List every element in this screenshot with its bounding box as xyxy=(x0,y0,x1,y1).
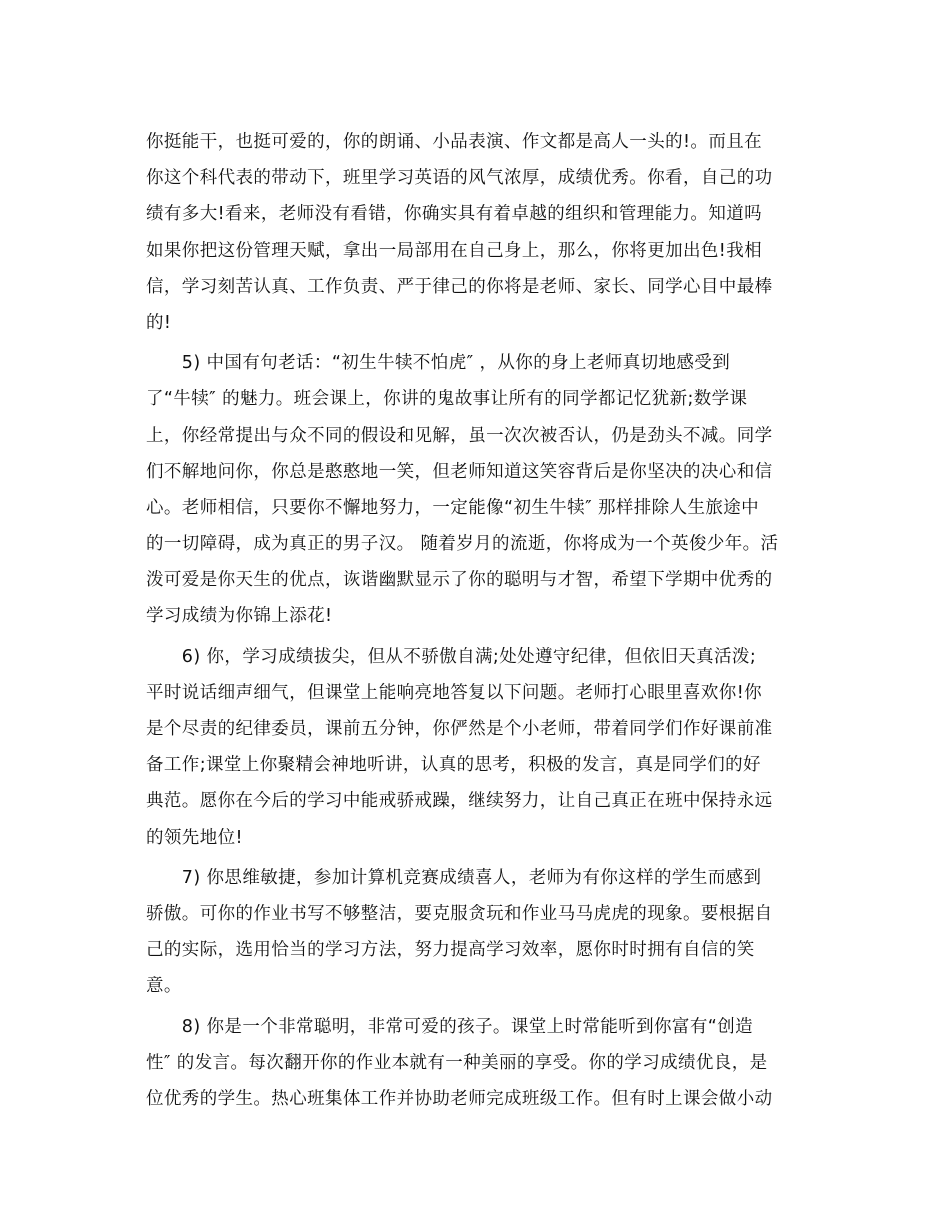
text-line: 心。老师相信，只要你不懈地努力，一定能像“初生牛犊″ 那样排除人生旅途中 xyxy=(146,497,760,518)
text-line: 的一切障碍，成为真正的男子汉。 随着岁月的流逝，你将成为一个英俊少年。活 xyxy=(146,534,779,555)
text-line: 的! xyxy=(146,312,172,333)
text-line: 上，你经常提出与众不同的假设和见解，虽一次次被否认，仍是劲头不减。同学 xyxy=(146,425,773,446)
text-line: 学习成绩为你锦上添花! xyxy=(146,606,333,627)
text-line: 是个尽责的纪律委员，课前五分钟，你俨然是个小老师，带着同学们作好课前准 xyxy=(146,719,773,739)
text-line: 8) 你是一个非常聪明，非常可爱的孩子。课堂上时常能听到你富有“创造 xyxy=(146,1016,753,1037)
text-line: 平时说话细声细气，但课堂上能响亮地答复以下问题。老师打心眼里喜欢你!你 xyxy=(146,682,763,703)
paragraph-4-continued xyxy=(146,124,814,341)
text-line: 你挺能干，也挺可爱的，你的朗诵、小品表演、作文都是高人一头的!。而且在 xyxy=(146,132,763,152)
text-line: 6) 你，学习成绩拔尖，但从不骄傲自满;处处遵守纪律，但依旧天真活泼; xyxy=(146,646,757,667)
text-line: 们不解地问你，你总是憨憨地一笑，但老师知道这笑容背后是你坚决的决心和信 xyxy=(146,461,773,482)
text-line: 性″ 的发言。每次翻开你的作业本就有一种美丽的享受。你的学习成绩优良，是 xyxy=(146,1052,768,1073)
paragraph-8 xyxy=(146,1009,814,1118)
text-line: 5) 中国有句老话：“初生牛犊不怕虎″ ，从你的身上老师真切地感受到 xyxy=(146,353,731,374)
text-line: 泼可爱是你天生的优点，诙谐幽默显示了你的聪明与才智，希望下学期中优秀的 xyxy=(146,570,773,591)
text-line: 如果你把这份管理天赋，拿出一局部用在自己身上，那么，你将更加出色!我相 xyxy=(146,240,763,261)
text-line: 己的实际，选用恰当的学习方法，努力提高学习效率，愿你时时拥有自信的笑 xyxy=(146,940,755,961)
text-line: 骄傲。可你的作业书写不够整洁，要克服贪玩和作业马马虎虎的现象。要根据自 xyxy=(146,903,773,924)
text-line: 了“牛犊″ 的魅力。班会课上，你讲的鬼故事让所有的同学都记忆犹新;数学课 xyxy=(146,389,748,410)
text-line: 绩有多大!看来，老师没有看错，你确实具有着卓越的组织和管理能力。知道吗 xyxy=(146,204,763,225)
paragraph-5 xyxy=(146,345,814,635)
paragraph-6 xyxy=(146,639,814,856)
paragraph-7 xyxy=(146,860,814,1005)
text-line: 7) 你思维敏捷，参加计算机竞赛成绩喜人，老师为有你这样的学生而感到 xyxy=(146,867,762,888)
text-line: 典范。愿你在今后的学习中能戒骄戒躁，继续努力，让自己真正在班中保持永远 xyxy=(146,791,773,812)
document-page xyxy=(146,124,814,1117)
text-line: 你这个科代表的带动下，班里学习英语的风气浓厚，成绩优秀。你看，自己的功 xyxy=(146,168,773,189)
text-line: 意。 xyxy=(146,976,182,997)
text-line: 信，学习刻苦认真、工作负责、严于律己的你将是老师、家长、同学心目中最棒 xyxy=(146,276,773,297)
text-line: 的领先地位! xyxy=(146,827,243,848)
text-line: 备工作;课堂上你聚精会神地听讲，认真的思考，积极的发言，真是同学们的好 xyxy=(146,755,761,776)
text-line: 位优秀的学生。热心班集体工作并协助老师完成班级工作。但有时上课会做小动 xyxy=(146,1088,773,1109)
